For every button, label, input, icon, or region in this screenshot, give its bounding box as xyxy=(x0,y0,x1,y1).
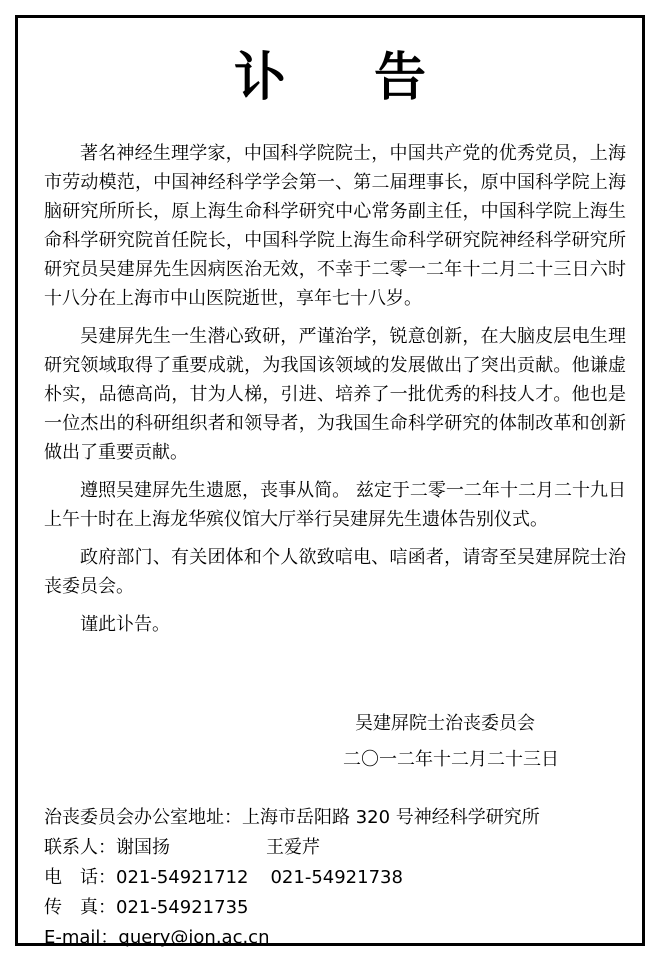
contact-address: 治丧委员会办公室地址：上海市岳阳路 320 号神经科学研究所 xyxy=(44,807,540,828)
signature-organization: 吴建屏院士治丧委员会 xyxy=(355,713,535,734)
title-char-1: 讣 xyxy=(233,48,286,108)
contact-phone-1: 电 话：021-54921712 xyxy=(44,867,249,888)
contact-person-1: 联系人：谢国扬 xyxy=(44,837,170,858)
contact-phone-2: 021-54921738 xyxy=(270,867,403,888)
obituary-body xyxy=(44,139,626,648)
contact-person-2: 王爱芹 xyxy=(266,837,320,858)
paragraph-funeral-arrangements: 遵照吴建屏先生遗愿，丧事从简。 兹定于二零一二年十二月二十九日上午十时在上海龙华殡仪馆大厅举行吴建屏先生遗体告别仪式。 xyxy=(44,480,626,530)
contact-phone-row xyxy=(44,863,634,893)
contact-block xyxy=(44,803,634,953)
contact-email: E-mail：query@ion.ac.cn xyxy=(44,927,270,948)
paragraph-condolences: 政府部门、有关团体和个人欲致唁电、唁函者，请寄至吴建屏院士治丧委员会。 xyxy=(44,547,626,597)
signature-date: 二〇一二年十二月二十三日 xyxy=(343,749,559,770)
obituary-title xyxy=(18,48,642,108)
title-char-2: 告 xyxy=(374,48,427,108)
obituary-frame xyxy=(15,15,645,946)
paragraph-achievements: 吴建屏先生一生潜心致研，严谨治学，锐意创新，在大脑皮层电生理研究领域取得了重要成就，为我国该领域的发展做出了突出贡献。他谦虚朴实，品德高尚，甘为人梯，引进、培养了一批优秀的科技人才。他也是一位杰出的科研组织者和领导者，为我国生命科学研究的体制改革和创新做出了重要贡献。 xyxy=(44,326,626,463)
contact-fax: 传 真：021-54921735 xyxy=(44,897,249,918)
paragraph-announcement: 著名神经生理学家，中国科学院院士，中国共产党的优秀党员，上海市劳动模范，中国神经科学学会第一、第二届理事长，原中国科学院上海脑研究所所长，原上海生命科学研究中心常务副主任，中国科学院上海生命科学研究院首任院长，中国科学院上海生命科学研究院神经科学研究所研究员吴建屏先生因病医治无效，不幸于二零一二年十二月二十三日六时十八分在上海市中山医院逝世，享年七十八岁。 xyxy=(44,143,626,309)
signature-block xyxy=(18,706,642,778)
contact-persons-row xyxy=(44,833,634,863)
paragraph-closing: 谨此讣告。 xyxy=(80,614,170,635)
